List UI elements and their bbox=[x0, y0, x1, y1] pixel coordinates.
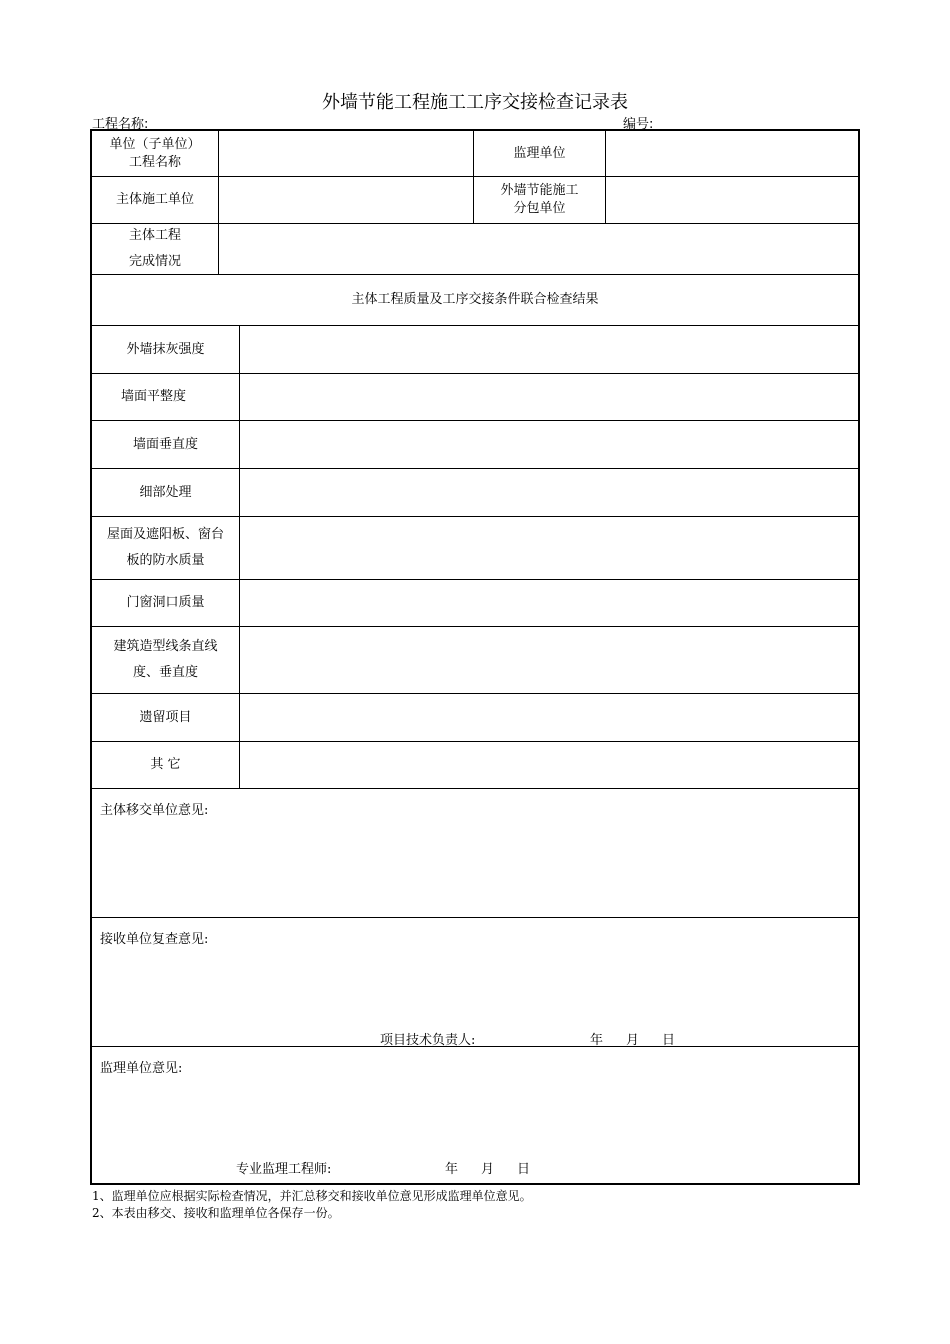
check-item-label: 遗留项目 bbox=[139, 709, 192, 725]
supervision-opinion-label: 监理单位意见: bbox=[100, 1061, 183, 1076]
check-item-value[interactable] bbox=[240, 469, 858, 516]
footnotes bbox=[92, 1188, 532, 1222]
supervision-year: 年 bbox=[445, 1162, 459, 1177]
form-title: 外墙节能工程施工工序交接检查记录表 bbox=[322, 92, 628, 113]
check-item-label: 细部处理 bbox=[139, 484, 192, 500]
supervision-day: 日 bbox=[517, 1162, 531, 1177]
supervision-unit-value[interactable] bbox=[606, 131, 858, 176]
check-item-value[interactable] bbox=[240, 517, 858, 579]
check-item-label: 门窗洞口质量 bbox=[126, 595, 205, 610]
check-item-value[interactable] bbox=[240, 742, 858, 788]
supervision-unit-label: 监理单位 bbox=[513, 145, 566, 161]
check-item-label: 建筑造型线条直线 度、垂直度 bbox=[113, 639, 218, 680]
receiver-day: 日 bbox=[662, 1033, 676, 1048]
check-item-label: 外墙抹灰强度 bbox=[126, 341, 205, 357]
check-item-value[interactable] bbox=[240, 627, 858, 693]
check-item-value[interactable] bbox=[240, 374, 858, 420]
main-construction-unit-value[interactable] bbox=[219, 177, 473, 223]
section-title: 主体工程质量及工序交接条件联合检查结果 bbox=[351, 292, 599, 307]
footnote-line: 1、监理单位应根据实际检查情况，并汇总移交和接收单位意见形成监理单位意见。 bbox=[92, 1189, 532, 1203]
unit-label: 单位（子单位） 工程名称 bbox=[109, 136, 201, 170]
supervision-sign-label: 专业监理工程师: bbox=[236, 1162, 332, 1177]
check-item-value[interactable] bbox=[240, 580, 858, 626]
main-completion-label: 主体工程 完成情况 bbox=[128, 228, 181, 269]
check-item-value[interactable] bbox=[240, 694, 858, 741]
check-item-label: 墙面平整度 bbox=[120, 389, 186, 404]
receiver-year: 年 bbox=[590, 1033, 604, 1048]
receiver-month: 月 bbox=[626, 1033, 640, 1048]
project-name-label: 工程名称: bbox=[92, 117, 149, 132]
supervision-month: 月 bbox=[481, 1162, 495, 1177]
serial-no-label: 编号: bbox=[623, 117, 654, 132]
check-item-label: 屋面及遮阳板、窗台 板的防水质量 bbox=[106, 527, 224, 568]
subcontract-unit-label: 外墙节能施工 分包单位 bbox=[500, 183, 579, 216]
main-completion-value[interactable] bbox=[219, 224, 858, 274]
check-item-label: 其 它 bbox=[150, 757, 181, 772]
handover-opinion-label: 主体移交单位意见: bbox=[100, 803, 209, 818]
check-item-value[interactable] bbox=[240, 421, 858, 468]
form-table bbox=[90, 129, 860, 1185]
footnote-line: 2、本表由移交、接收和监理单位各保存一份。 bbox=[92, 1206, 340, 1220]
check-item-value[interactable] bbox=[240, 326, 858, 373]
main-construction-unit-label: 主体施工单位 bbox=[115, 192, 194, 207]
receiver-opinion-label: 接收单位复查意见: bbox=[100, 932, 209, 947]
check-item-label: 墙面垂直度 bbox=[132, 436, 198, 452]
unit-value[interactable] bbox=[219, 131, 473, 176]
receiver-sign-label: 项目技术负责人: bbox=[380, 1033, 476, 1048]
subcontract-unit-value[interactable] bbox=[606, 177, 858, 223]
